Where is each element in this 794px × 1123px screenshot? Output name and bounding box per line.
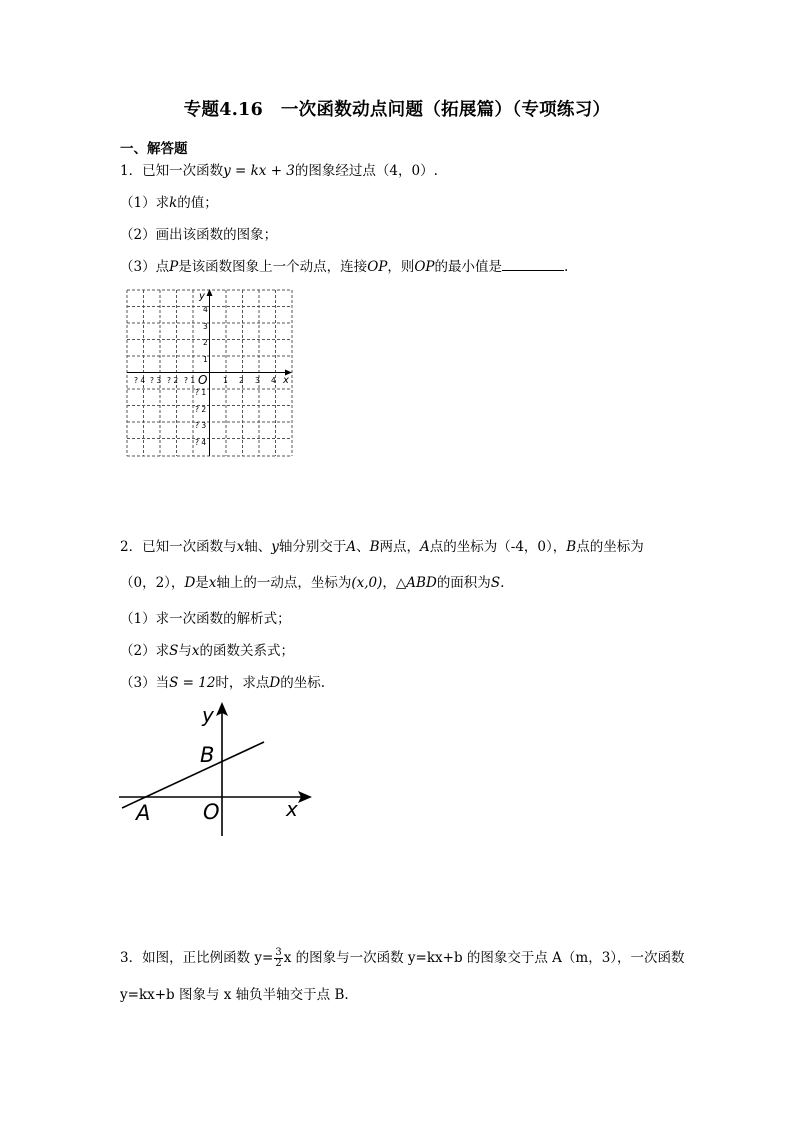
q2-p2-b: 与: [178, 643, 192, 659]
q1-grid-figure: [126, 288, 294, 458]
q1-equation: y = kx + 3: [223, 163, 295, 179]
q1-p3-d: 的最小值是: [434, 259, 502, 275]
q2-l2-e: 的面积为: [436, 575, 491, 591]
q2-figure: [116, 698, 320, 840]
grid-tick: ? 4: [134, 376, 146, 385]
q2-p2-x: x: [191, 643, 200, 659]
q2-l2-coord: (x,0): [351, 575, 383, 591]
grid-tick: ? 1: [184, 376, 196, 385]
grid-tick: ? 3: [150, 376, 162, 385]
q1-p3-OP2: OP: [414, 259, 435, 275]
q2-l2-S: S: [490, 575, 501, 591]
q2-p3-D: D: [269, 675, 281, 691]
q2-l1-c: 轴分别交于: [278, 539, 347, 555]
q2-l1-x: x: [236, 539, 245, 555]
q1-intro-a: 1．已知一次函数: [120, 163, 224, 179]
q1-p1-a: （1）求: [120, 195, 170, 211]
q2-l2-c: 轴上的一动点，坐标为: [216, 575, 352, 591]
q2-l1-f: 点的坐标为（-4，0），: [429, 539, 567, 555]
q3-frac-den: 2: [275, 958, 282, 969]
q1-p1-var: k: [169, 195, 178, 211]
q1-p3-b: 是该函数图象上一个动点，连接: [178, 259, 368, 275]
q2-l2-a: （0，2），: [120, 575, 185, 591]
q1-p3-end: .: [564, 259, 569, 275]
q2-p2-a: （2）求: [120, 643, 170, 659]
answer-blank[interactable]: [502, 258, 564, 271]
q2-statement-line1: [120, 538, 644, 556]
q3-frac-num: 3: [275, 947, 282, 958]
grid-tick: 4: [203, 305, 208, 314]
grid-tick: ? 2: [195, 405, 207, 414]
grid-tick: 2: [239, 376, 244, 385]
grid-tick: 2: [203, 338, 208, 347]
q1-statement: [120, 162, 438, 180]
grid-tick: ? 1: [195, 388, 207, 397]
line-AB: [122, 742, 264, 808]
grid-tick: 3: [203, 322, 208, 331]
q2-l1-B: B: [369, 539, 380, 555]
q2-l2-f: .: [500, 575, 505, 591]
q1-p1-b: 的值；: [177, 195, 218, 211]
grid-y-label: y: [199, 291, 205, 302]
q2-l1-A: A: [346, 539, 357, 555]
q1-intro-b: 的图象经过点（4，0）.: [294, 163, 438, 179]
q1-p3-OP1: OP: [367, 259, 388, 275]
q1-part3: [120, 258, 568, 276]
grid-tick: 1: [223, 376, 228, 385]
q2-l1-y: y: [271, 539, 279, 555]
grid-tick: ? 4: [195, 438, 207, 447]
q3-l1-b: x 的图象与一次函数 y=kx+b 的图象交于点 A（m，3），一次函数: [283, 950, 685, 966]
fig2-x-label: x: [286, 797, 298, 821]
q2-l1-g: 点的坐标为: [576, 539, 644, 555]
grid-tick: 3: [255, 376, 260, 385]
q2-part2: [120, 642, 294, 660]
q2-p3-eq: S = 12: [169, 675, 216, 691]
grid-tick: ? 3: [195, 421, 207, 430]
fig2-A-label: A: [136, 801, 151, 825]
grid-tick: 4: [271, 376, 276, 385]
q2-l2-x: x: [208, 575, 217, 591]
q2-p3-a: （3）当: [120, 675, 170, 691]
page-title: 专题4.16 一次函数动点问题（拓展篇）（专项练习）: [183, 100, 611, 120]
q1-part2: （2）画出该函数的图象；: [120, 227, 278, 243]
fig2-O-label: O: [203, 800, 220, 824]
grid-tick: 1: [203, 355, 208, 364]
q3-statement-line1: [120, 948, 685, 969]
q2-p3-b: 时，求点: [215, 675, 270, 691]
q2-l1-B2: B: [566, 539, 577, 555]
q2-l1-e: 两点，: [379, 539, 421, 555]
q2-part3: [120, 674, 325, 692]
q3-l1-a: 3．如图，正比例函数 y=: [120, 950, 274, 966]
q2-l1-d: 、: [356, 539, 370, 555]
q2-statement-line2: [120, 574, 504, 592]
grid-x-label: x: [283, 375, 289, 386]
q2-p2-S: S: [169, 643, 179, 659]
q2-l1-a: 2．已知一次函数与: [120, 539, 237, 555]
grid-tick: ? 2: [167, 376, 179, 385]
q2-l1-b: 轴、: [244, 539, 272, 555]
q1-p3-P: P: [169, 259, 179, 275]
q3-fraction: [274, 948, 282, 969]
q2-p3-c: 的坐标.: [280, 675, 326, 691]
fig2-y-label: y: [202, 703, 214, 727]
q1-p3-a: （3）点: [120, 259, 170, 275]
q2-part1: （1）求一次函数的解析式；: [120, 611, 291, 627]
q2-l2-tri: △ABD: [395, 575, 437, 591]
section-heading: 一、解答题: [120, 141, 188, 157]
q1-part1: [120, 194, 218, 212]
q2-l1-A2: A: [420, 539, 430, 555]
q1-p3-c: ，则: [387, 259, 415, 275]
fig2-B-label: B: [200, 743, 215, 767]
q2-l2-b: 是: [195, 575, 209, 591]
q2-l2-d: ，: [382, 575, 396, 591]
q2-p2-c: 的函数关系式；: [199, 643, 294, 659]
grid-origin-label: O: [198, 373, 208, 387]
q3-statement-line2: y=kx+b 图象与 x 轴负半轴交于点 B.: [120, 987, 349, 1003]
q2-l2-D: D: [184, 575, 196, 591]
